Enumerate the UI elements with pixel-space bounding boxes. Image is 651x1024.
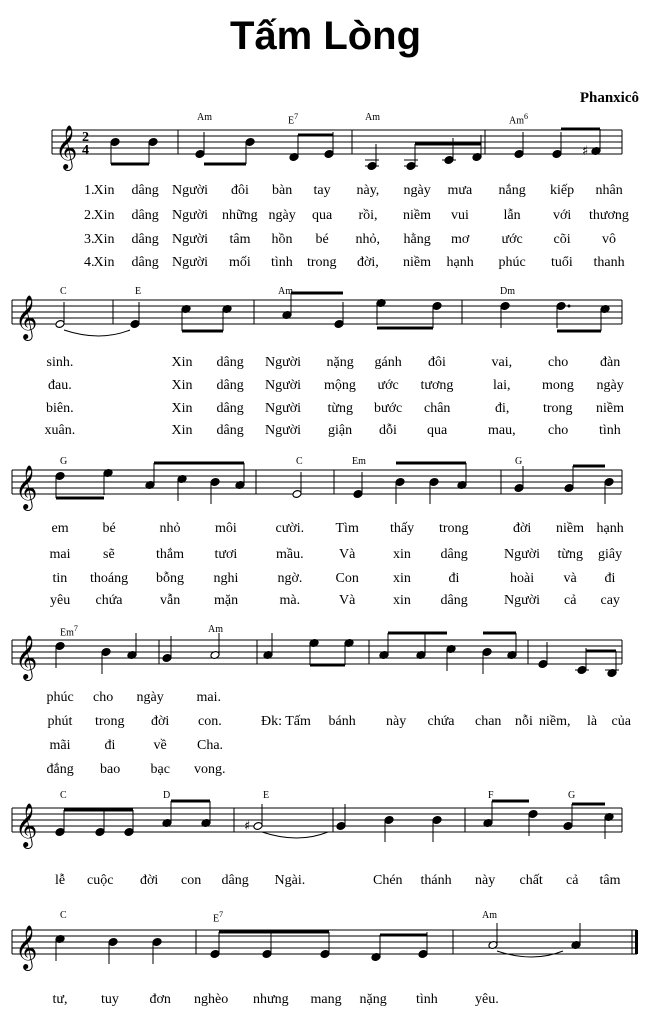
lyric-syllable: xin bbox=[393, 547, 411, 562]
lyric-syllable: đời bbox=[151, 714, 170, 729]
lyric-syllable: đi bbox=[448, 571, 460, 586]
chord-root: G bbox=[60, 456, 68, 467]
lyric-syllable: tình bbox=[271, 255, 293, 270]
treble-clef-icon: 𝄞 bbox=[15, 295, 38, 339]
treble-clef-icon: 𝄞 bbox=[15, 803, 38, 847]
lyric-syllable: con bbox=[181, 873, 202, 888]
lyric-syllable: dâng bbox=[216, 401, 244, 416]
lyric-syllable: sinh. bbox=[46, 355, 74, 370]
lyric-syllable: với bbox=[553, 208, 572, 223]
lyric-syllable: đôi bbox=[428, 355, 446, 370]
lyric-syllable: mặn bbox=[214, 593, 239, 608]
lyric-syllable: dâng bbox=[216, 423, 244, 438]
lyric-syllable: mộng bbox=[324, 378, 356, 393]
lyric-syllable: này bbox=[386, 714, 407, 729]
lyric-syllable: đời bbox=[513, 521, 532, 536]
lyric-syllable: tương bbox=[420, 378, 454, 393]
lyric-syllable: bạc bbox=[150, 762, 170, 777]
lyric-syllable: chứa bbox=[95, 593, 123, 608]
lyric-syllable: đời, bbox=[357, 255, 379, 270]
lyric-syllable: mầu. bbox=[276, 547, 304, 562]
chord-symbol bbox=[482, 910, 497, 921]
lyric-syllable: kiếp bbox=[550, 183, 575, 198]
lyric-syllable: dâng bbox=[440, 593, 468, 608]
chord-root: G bbox=[568, 790, 576, 801]
lyric-syllable: vô bbox=[602, 232, 616, 247]
lyric-syllable: gánh bbox=[374, 355, 402, 370]
lyric-syllable: Người bbox=[172, 183, 208, 198]
lyric-syllable: mối bbox=[229, 255, 251, 270]
lyric-syllable: đắng bbox=[46, 762, 74, 777]
lyric-syllable: vui bbox=[451, 208, 469, 223]
lyric-syllable: sẽ bbox=[103, 547, 115, 562]
lyric-syllable: mưa bbox=[447, 183, 473, 198]
lyric-syllable: của bbox=[611, 714, 631, 729]
lyric-syllable: nghi bbox=[213, 571, 239, 586]
lyric-syllable: cho bbox=[548, 423, 569, 438]
lyric-syllable: xin bbox=[393, 571, 411, 586]
lyric-syllable: Xin bbox=[93, 183, 115, 198]
lyric-syllable: Và bbox=[339, 593, 356, 608]
lyric-syllable: vai, bbox=[491, 355, 513, 370]
chord-symbol bbox=[60, 910, 67, 921]
lyric-syllable: mau, bbox=[488, 423, 516, 438]
chord-extension: 7 bbox=[219, 910, 224, 919]
treble-clef-icon: 𝄞 bbox=[15, 635, 38, 679]
chord-root: Am bbox=[208, 624, 223, 635]
lyric-syllable: cười. bbox=[275, 521, 305, 536]
lyric-syllable: mong bbox=[542, 378, 574, 393]
lyric-syllable: dâng bbox=[216, 378, 244, 393]
lyric-syllable: hạnh bbox=[446, 255, 474, 270]
lyric-syllable: Người bbox=[265, 401, 301, 416]
lyric-syllable: và bbox=[563, 571, 577, 586]
lyric-syllable: ngày bbox=[403, 183, 431, 198]
lyric-syllable: nghèo bbox=[194, 992, 229, 1007]
lyric-syllable: Xin bbox=[93, 232, 115, 247]
chord-extension: 6 bbox=[524, 112, 528, 121]
lyric-syllable: hằng bbox=[403, 232, 431, 247]
lyric-syllable: nhỏ bbox=[159, 521, 181, 536]
lyric-syllable: rồi, bbox=[358, 208, 378, 223]
lyric-syllable: thánh bbox=[420, 873, 452, 888]
chord-root: C bbox=[296, 456, 303, 467]
lyric-syllable: cuộc bbox=[87, 873, 114, 888]
lyric-syllable: niềm, bbox=[539, 714, 571, 729]
chord-root: Am bbox=[482, 910, 497, 921]
chord-root: F bbox=[488, 790, 494, 801]
lyric-syllable: nặng bbox=[359, 992, 387, 1007]
lyric-syllable: dâng bbox=[216, 355, 244, 370]
lyric-syllable: đàn bbox=[600, 355, 621, 370]
chord-extension: 7 bbox=[73, 624, 78, 633]
lyric-syllable: xuân. bbox=[44, 423, 76, 438]
lyric-syllable: nỗi bbox=[515, 714, 533, 729]
time-signature-bottom: 4 bbox=[82, 143, 89, 158]
lyric-syllable: Tìm bbox=[335, 521, 359, 536]
chord-root: E bbox=[213, 913, 220, 925]
treble-clef-icon: 𝄞 bbox=[15, 465, 38, 509]
lyric-syllable: bé bbox=[315, 232, 329, 247]
lyric-syllable: Cha. bbox=[197, 738, 224, 753]
chord-root: Em bbox=[352, 456, 366, 467]
lyric-syllable: phúc bbox=[46, 690, 74, 705]
lyric-syllable: niềm bbox=[556, 521, 584, 536]
lyric-syllable: Xin bbox=[171, 355, 193, 370]
lyric-syllable: ngày bbox=[268, 208, 296, 223]
lyric-syllable: đôi bbox=[231, 183, 249, 198]
lyric-syllable: cho bbox=[93, 690, 114, 705]
beam bbox=[380, 934, 427, 937]
lyric-syllable: lai, bbox=[493, 378, 511, 393]
lyric-syllable: thương bbox=[589, 208, 629, 223]
lyric-syllable: tình bbox=[416, 992, 438, 1007]
sharp-icon: ♯ bbox=[582, 144, 589, 159]
chord-root: Dm bbox=[500, 286, 515, 297]
lyric-syllable: phúc bbox=[498, 255, 526, 270]
chord-root: Am bbox=[509, 115, 524, 127]
lyric-syllable: Con bbox=[335, 571, 359, 586]
lyric-syllable: Xin bbox=[93, 208, 115, 223]
lyric-syllable: xin bbox=[393, 593, 411, 608]
lyric-syllable: dâng bbox=[131, 183, 159, 198]
lyric-syllable: ngày bbox=[136, 690, 164, 705]
lyric-syllable: Xin bbox=[171, 378, 193, 393]
lyric-syllable: nặng bbox=[326, 355, 354, 370]
chord-root: D bbox=[163, 790, 171, 801]
sharp-icon: ♯ bbox=[244, 819, 251, 834]
lyric-syllable: Người bbox=[265, 355, 301, 370]
lyric-syllable: thắm bbox=[156, 547, 184, 562]
lyric-syllable: tươi bbox=[214, 547, 238, 562]
lyric-syllable: tình bbox=[599, 423, 621, 438]
chord-root: Am bbox=[278, 286, 293, 297]
lyric-syllable: phút bbox=[47, 714, 73, 729]
lyric-syllable: nhưng bbox=[253, 992, 289, 1007]
lyric-syllable: Xin bbox=[93, 255, 115, 270]
beam bbox=[219, 931, 329, 934]
chord-symbol bbox=[213, 910, 223, 924]
chord-root: Em bbox=[60, 627, 74, 639]
lyric-syllable: Người bbox=[504, 547, 540, 562]
lyric-syllable: Người bbox=[172, 232, 208, 247]
lyric-syllable: dâng bbox=[221, 873, 249, 888]
lyric-syllable: Ngài. bbox=[274, 873, 306, 888]
lyric-syllable: mai bbox=[49, 547, 71, 562]
lyric-syllable: ngày bbox=[596, 378, 624, 393]
lyric-syllable: thấy bbox=[390, 521, 415, 536]
chord-extension: 7 bbox=[294, 112, 299, 121]
time-signature-top: 2 bbox=[82, 130, 89, 145]
lyric-syllable: bánh bbox=[328, 714, 356, 729]
lyric-syllable: giận bbox=[328, 423, 353, 438]
lyric-syllable: cho bbox=[548, 355, 569, 370]
treble-clef-icon: 𝄞 bbox=[55, 125, 78, 169]
lyric-syllable: giây bbox=[598, 547, 623, 562]
lyric-syllable: cả bbox=[564, 593, 577, 608]
verse-number: 4. bbox=[84, 255, 95, 270]
lyric-syllable: đi, bbox=[495, 401, 510, 416]
lyric-syllable: niềm bbox=[403, 208, 431, 223]
lyric-syllable: tin bbox=[52, 571, 68, 586]
lyric-syllable: tay bbox=[313, 183, 331, 198]
chord-root: C bbox=[60, 910, 67, 921]
lyric-syllable: về bbox=[153, 738, 167, 753]
lyric-syllable: em bbox=[51, 521, 69, 536]
lyric-syllable: niềm bbox=[596, 401, 624, 416]
lyric-syllable: con. bbox=[198, 714, 222, 729]
lyric-syllable: chứa bbox=[427, 714, 455, 729]
lyric-syllable: Xin bbox=[171, 401, 193, 416]
lyric-syllable: mang bbox=[310, 992, 342, 1007]
lyric-syllable: dâng bbox=[131, 232, 159, 247]
verse-number: 3. bbox=[84, 232, 95, 247]
lyric-syllable: cõi bbox=[553, 232, 571, 247]
lyric-syllable: đời bbox=[140, 873, 159, 888]
lyric-syllable: yêu bbox=[50, 593, 71, 608]
chord-root: C bbox=[60, 286, 67, 297]
lyric-syllable: trong bbox=[307, 255, 337, 270]
lyric-syllable: bao bbox=[100, 762, 121, 777]
chord-root: Am bbox=[365, 112, 380, 123]
lyric-syllable: dâng bbox=[131, 255, 159, 270]
lyric-syllable: thoáng bbox=[90, 571, 129, 586]
final-barline bbox=[635, 930, 638, 954]
lyric-syllable: qua bbox=[427, 423, 448, 438]
lyric-syllable: chân bbox=[424, 401, 451, 416]
lyric-syllable: vẫn bbox=[160, 593, 181, 608]
lyric-syllable: Đk: Tấm bbox=[261, 714, 311, 729]
chord-root: C bbox=[60, 790, 67, 801]
lyric-syllable: Người bbox=[504, 593, 540, 608]
chord-root: E bbox=[263, 790, 270, 801]
lyric-syllable: bước bbox=[374, 401, 403, 416]
lyric-syllable: Và bbox=[339, 547, 356, 562]
lyric-syllable: tâm bbox=[599, 873, 621, 888]
lyric-syllable: từng bbox=[557, 547, 583, 562]
treble-clef-icon: 𝄞 bbox=[15, 925, 38, 969]
lyric-syllable: này, bbox=[356, 183, 380, 198]
lyric-syllable: mơ bbox=[451, 232, 470, 247]
lyric-syllable: đau. bbox=[48, 378, 72, 393]
lyric-syllable: lễ bbox=[55, 873, 66, 888]
lyric-syllable: tư, bbox=[52, 992, 68, 1007]
song-title: Tấm Lòng bbox=[229, 14, 422, 58]
lyric-syllable: Người bbox=[172, 208, 208, 223]
lyric-syllable: những bbox=[222, 208, 258, 223]
lyric-syllable: nhỏ, bbox=[355, 232, 380, 247]
lyric-syllable: trong bbox=[95, 714, 125, 729]
lyric-syllable: cay bbox=[600, 593, 620, 608]
lyric-syllable: bàn bbox=[272, 183, 293, 198]
lyric-syllable: tuổi bbox=[551, 255, 573, 270]
lyric-syllable: qua bbox=[312, 208, 333, 223]
verse-number: 2. bbox=[84, 208, 95, 223]
lyric-syllable: chất bbox=[519, 873, 543, 888]
lyric-syllable: cả bbox=[566, 873, 579, 888]
lyric-syllable: này bbox=[475, 873, 496, 888]
lyric-syllable: thanh bbox=[593, 255, 625, 270]
lyric-syllable: hạnh bbox=[596, 521, 624, 536]
lyric-syllable: nắng bbox=[498, 183, 526, 198]
verse-number: 1. bbox=[84, 183, 95, 198]
lyric-syllable: từng bbox=[327, 401, 353, 416]
lyric-syllable: ước bbox=[377, 378, 399, 393]
lyric-syllable: đi bbox=[104, 738, 116, 753]
lyric-syllable: trong bbox=[439, 521, 469, 536]
chord-root: Am bbox=[197, 112, 212, 123]
lyric-syllable: Người bbox=[265, 378, 301, 393]
chord-root: E bbox=[288, 115, 295, 127]
lyric-syllable: lẫn bbox=[503, 208, 521, 223]
lyric-syllable: yêu. bbox=[475, 992, 499, 1007]
lyric-syllable: đơn bbox=[149, 992, 171, 1007]
lyric-syllable: trong bbox=[543, 401, 573, 416]
lyric-syllable: ngờ. bbox=[277, 571, 303, 586]
composer-name: Phanxicô bbox=[579, 90, 639, 106]
lyric-syllable: đi bbox=[604, 571, 616, 586]
lyric-syllable: là bbox=[587, 714, 598, 729]
lyric-syllable: môi bbox=[215, 521, 237, 536]
lyric-syllable: ước bbox=[501, 232, 523, 247]
lyric-syllable: niềm bbox=[403, 255, 431, 270]
lyric-syllable: mãi bbox=[49, 738, 71, 753]
lyric-syllable: Người bbox=[265, 423, 301, 438]
lyric-syllable: vong. bbox=[194, 762, 226, 777]
lyric-syllable: hoài bbox=[510, 571, 535, 586]
chord-root: E bbox=[135, 286, 142, 297]
lyric-syllable: Xin bbox=[171, 423, 193, 438]
lyric-syllable: tuy bbox=[101, 992, 119, 1007]
chord-root: G bbox=[515, 456, 523, 467]
lyric-syllable: nhân bbox=[595, 183, 623, 198]
lyric-syllable: dâng bbox=[440, 547, 468, 562]
lyric-syllable: dỗi bbox=[379, 423, 397, 438]
lyric-syllable: chan bbox=[475, 714, 502, 729]
lyric-syllable: hồn bbox=[271, 232, 293, 247]
lyric-syllable: mà. bbox=[279, 593, 301, 608]
lyric-syllable: mai. bbox=[196, 690, 221, 705]
lyric-syllable: dâng bbox=[131, 208, 159, 223]
lyric-syllable: bé bbox=[102, 521, 116, 536]
lyric-syllable: bỗng bbox=[156, 571, 184, 586]
lyric-syllable: Người bbox=[172, 255, 208, 270]
lyric-syllable: tâm bbox=[229, 232, 251, 247]
lyric-syllable: biên. bbox=[46, 401, 74, 416]
lyric-syllable: Chén bbox=[373, 873, 403, 888]
